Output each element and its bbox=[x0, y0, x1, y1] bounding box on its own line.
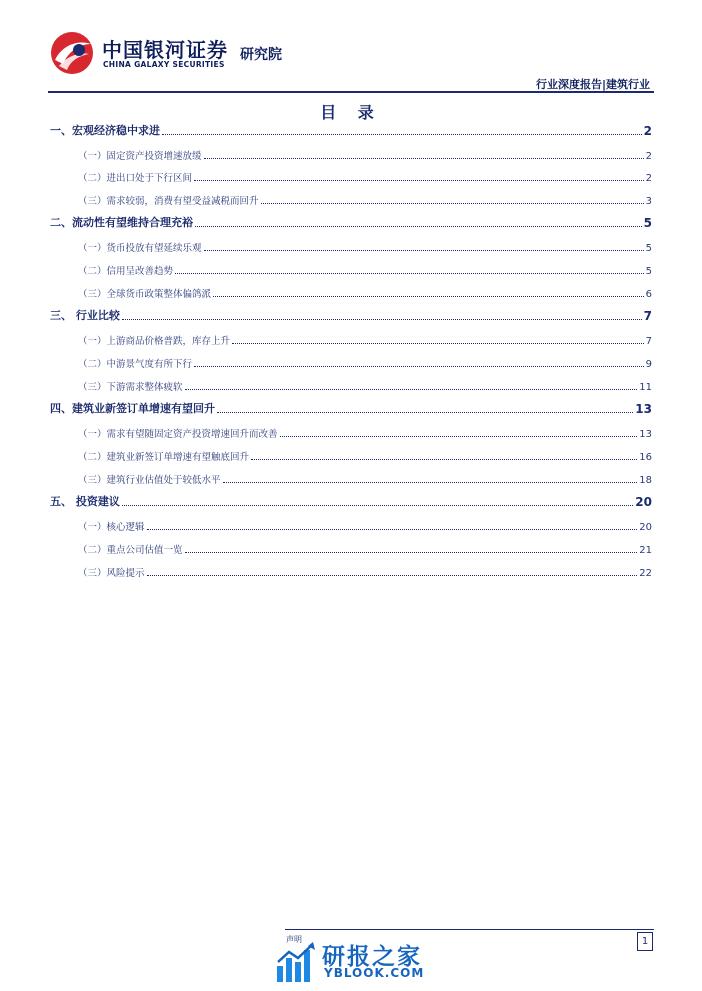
toc-entry-label: （一）货币投放有望延续乐观 bbox=[78, 243, 202, 254]
toc-entry-page: 18 bbox=[639, 475, 652, 486]
toc-entry-page: 5 bbox=[645, 266, 652, 277]
dot-leader bbox=[223, 482, 638, 483]
dot-leader bbox=[232, 343, 644, 344]
dot-leader bbox=[122, 319, 642, 320]
footer-divider bbox=[285, 929, 654, 930]
page-header bbox=[0, 0, 702, 92]
toc-entry-page: 2 bbox=[645, 151, 652, 162]
page-number: 1 bbox=[637, 932, 653, 951]
dot-leader bbox=[122, 505, 633, 506]
toc-entry-page: 7 bbox=[645, 336, 652, 347]
dot-leader bbox=[175, 273, 644, 274]
watermark-bar-chart-icon bbox=[275, 940, 317, 984]
dot-leader bbox=[280, 436, 638, 437]
toc-entry-label: （二）进出口处于下行区间 bbox=[78, 173, 193, 184]
toc-entry[interactable] bbox=[50, 424, 652, 440]
toc-entry-page: 13 bbox=[635, 402, 652, 416]
toc-entry[interactable] bbox=[50, 470, 652, 486]
toc-entry[interactable] bbox=[50, 238, 652, 254]
toc-entry-label: （一）需求有望随固定资产投资增速回升而改善 bbox=[78, 429, 278, 440]
toc-entry-label: 四、建筑业新签订单增速有望回升 bbox=[50, 402, 215, 415]
watermark-title: 研报之家 bbox=[322, 944, 422, 970]
toc-entry-page: 22 bbox=[639, 568, 652, 579]
toc-entry-page: 2 bbox=[645, 173, 652, 184]
toc-title: 目 录 bbox=[320, 103, 382, 122]
dot-leader bbox=[162, 134, 642, 135]
toc-entry-label: 五、 投资建议 bbox=[50, 495, 120, 508]
dot-leader bbox=[204, 158, 644, 159]
brand-name-en: CHINA GALAXY SECURITIES bbox=[103, 60, 225, 69]
toc-entry-page: 9 bbox=[645, 359, 652, 370]
toc-entry-page: 20 bbox=[635, 495, 652, 509]
toc-entry-label: （三）下游需求整体疲软 bbox=[78, 382, 183, 393]
institute-label: 研究院 bbox=[240, 47, 282, 63]
toc-entry[interactable] bbox=[50, 354, 652, 370]
toc-entry-page: 3 bbox=[645, 196, 652, 207]
toc-entry-label: （二）中游景气度有所下行 bbox=[78, 359, 193, 370]
report-category: 行业深度报告|建筑行业 bbox=[535, 78, 650, 91]
dot-leader bbox=[194, 366, 644, 367]
watermark-url: YBLOOK.COM bbox=[324, 966, 425, 980]
toc-entry-label: （三）建筑行业估值处于较低水平 bbox=[78, 475, 221, 486]
toc-entry-label: （一）上游商品价格普跌，库存上升 bbox=[78, 336, 231, 347]
toc-entry-label: 二、流动性有望维持合理充裕 bbox=[50, 216, 193, 229]
header-divider bbox=[48, 91, 654, 93]
toc-entry-page: 2 bbox=[643, 124, 652, 138]
toc-entry[interactable] bbox=[50, 377, 652, 393]
dot-leader bbox=[261, 203, 644, 204]
toc-entry-label: 一、宏观经济稳中求进 bbox=[50, 124, 160, 137]
dot-leader bbox=[185, 552, 638, 553]
toc-entry[interactable] bbox=[50, 261, 652, 277]
toc-entry[interactable] bbox=[50, 307, 652, 323]
toc-entry[interactable] bbox=[50, 563, 652, 579]
toc-entry-label: （一）核心逻辑 bbox=[78, 522, 145, 533]
toc-entry-page: 11 bbox=[639, 382, 652, 393]
toc-entry-page: 13 bbox=[639, 429, 652, 440]
toc-entry[interactable] bbox=[50, 447, 652, 463]
toc-entry[interactable] bbox=[50, 214, 652, 230]
toc-entry[interactable] bbox=[50, 122, 652, 138]
toc-entry[interactable] bbox=[50, 284, 652, 300]
dot-leader bbox=[213, 296, 644, 297]
toc-entry[interactable] bbox=[50, 517, 652, 533]
toc-entry-page: 5 bbox=[643, 216, 652, 230]
footer-disclaimer-label: 声明 bbox=[286, 935, 302, 944]
dot-leader bbox=[194, 180, 644, 181]
toc-entry[interactable] bbox=[50, 146, 652, 162]
toc-entry-page: 7 bbox=[643, 309, 652, 323]
dot-leader bbox=[147, 529, 638, 530]
dot-leader bbox=[195, 226, 642, 227]
toc-entry[interactable] bbox=[50, 540, 652, 556]
toc-entry-page: 20 bbox=[639, 522, 652, 533]
toc-entry-label: 三、 行业比较 bbox=[50, 309, 120, 322]
dot-leader bbox=[147, 575, 638, 576]
dot-leader bbox=[204, 250, 644, 251]
toc-entry-label: （一）固定资产投资增速放缓 bbox=[78, 151, 202, 162]
toc-entry-page: 5 bbox=[645, 243, 652, 254]
toc-entry-label: （三）全球货币政策整体偏鸽派 bbox=[78, 289, 212, 300]
toc-entry[interactable] bbox=[50, 400, 652, 416]
toc-entry-page: 6 bbox=[645, 289, 652, 300]
brand-name-cn: 中国银河证券 bbox=[102, 38, 228, 62]
toc-entry-label: （二）信用呈改善趋势 bbox=[78, 266, 174, 277]
toc-entry-label: （三）需求较弱，消费有望受益减税而回升 bbox=[78, 196, 259, 207]
toc-entry-label: （二）建筑业新签订单增速有望触底回升 bbox=[78, 452, 250, 463]
toc-entry[interactable] bbox=[50, 331, 652, 347]
dot-leader bbox=[217, 412, 633, 413]
toc-entry[interactable] bbox=[50, 191, 652, 207]
toc-entry[interactable] bbox=[50, 493, 652, 509]
toc-entry[interactable] bbox=[50, 168, 652, 184]
toc-entry-page: 21 bbox=[639, 545, 652, 556]
toc-entry-label: （二）重点公司估值一览 bbox=[78, 545, 183, 556]
toc-entry-page: 16 bbox=[639, 452, 652, 463]
dot-leader bbox=[185, 389, 638, 390]
dot-leader bbox=[251, 459, 637, 460]
galaxy-logo-icon bbox=[49, 30, 95, 76]
toc-entry-label: （三）风险提示 bbox=[78, 568, 145, 579]
